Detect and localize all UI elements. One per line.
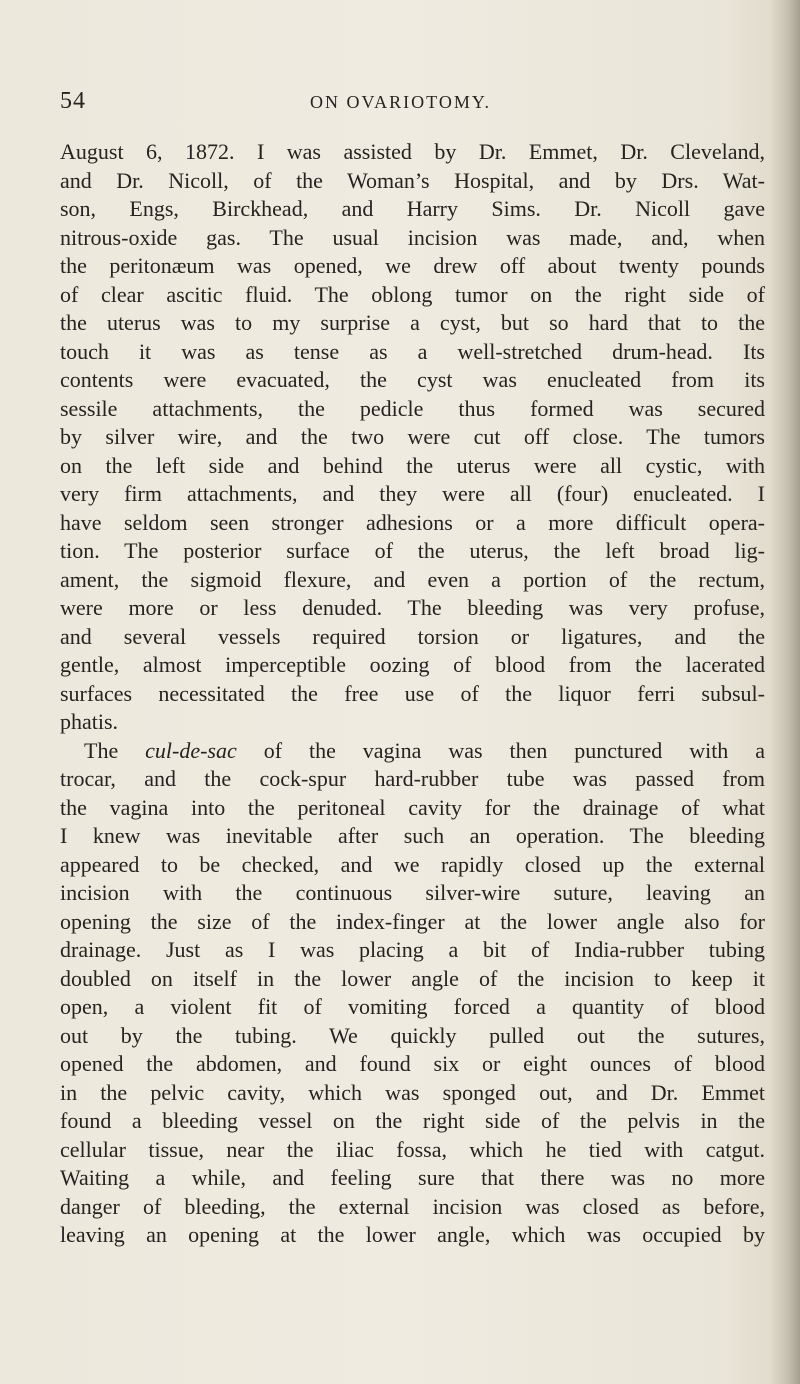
text-line: the vagina into the peritoneal cavity for the drainage of what: [60, 794, 765, 820]
text-line: incision with the continuous silver-wire suture, leaving an: [60, 880, 765, 905]
paragraph-1: [60, 138, 765, 737]
text-line: out by the tubing. We quickly pulled out the sutures,: [60, 1022, 765, 1048]
text-line: gentle, almost imperceptible oozing of blood from the lacerated: [60, 652, 765, 677]
text-line: contents were evacuated, the cyst was enucleated from its: [60, 367, 765, 392]
text-line: opening the size of the index-finger at the lower angle also for: [60, 908, 765, 934]
text-line: on the left side and behind the uterus were all cystic, with: [60, 452, 765, 478]
italic-term: cul-de-sac: [145, 737, 237, 763]
text-line: doubled on itself in the lower angle of the incision to keep it: [60, 965, 765, 991]
text-line: surfaces necessitated the free use of the liquor ferri subsul-: [60, 680, 765, 706]
text-line: opened the abdomen, and found six or eight ounces of blood: [60, 1051, 765, 1076]
page-number: 54: [60, 88, 86, 114]
text-line: August 6, 1872. I was assisted by Dr. Emmet, Dr. Cleveland,: [60, 139, 765, 164]
text-line: open, a violent fit of vomiting forced a quantity of blood: [60, 994, 765, 1019]
text-line: danger of bleeding, the external incision was closed as before,: [60, 1193, 765, 1219]
text-line: tion. The posterior surface of the uterus, the left broad lig-: [60, 538, 765, 563]
paragraph-2: [60, 737, 765, 1250]
text-line: trocar, and the cock-spur hard-rubber tube was passed from: [60, 766, 765, 791]
text-line: sessile attachments, the pedicle thus formed was secured: [60, 395, 765, 421]
text-fragment: of the vagina was then punctured with a: [236, 737, 766, 763]
text-line: were more or less denuded. The bleeding was very profuse,: [60, 595, 765, 620]
text-line: the peritonæum was opened, we drew off about twenty pounds: [60, 253, 765, 278]
text-line: in the pelvic cavity, which was sponged out, and Dr. Emmet: [60, 1079, 765, 1105]
text-line: son, Engs, Birckhead, and Harry Sims. Dr. Nicoll gave: [60, 196, 765, 221]
text-line: and several vessels required torsion or ligatures, and the: [60, 623, 765, 649]
text-line: I knew was inevitable after such an operation. The bleeding: [60, 823, 765, 848]
text-line: found a bleeding vessel on the right side of the pelvis in the: [60, 1108, 765, 1133]
text-line: ament, the sigmoid flexure, and even a portion of the rectum,: [60, 566, 765, 592]
page-header: [60, 88, 760, 118]
text-line: touch it was as tense as a well-stretched drum-head. Its: [60, 338, 765, 364]
page-edge-shadow: [770, 0, 800, 1384]
text-line: appeared to be checked, and we rapidly closed up the external: [60, 851, 765, 877]
text-line: very firm attachments, and they were all (four) enucleated. I: [60, 481, 765, 506]
text-line: of clear ascitic fluid. The oblong tumor on the right side of: [60, 281, 765, 307]
text-line: and Dr. Nicoll, of the Woman’s Hospital, and by Drs. Wat-: [60, 167, 765, 193]
text-line: drainage. Just as I was placing a bit of India-rubber tubing: [60, 937, 765, 962]
text-line: by silver wire, and the two were cut off close. The tumors: [60, 424, 765, 449]
text-line: cellular tissue, near the iliac fossa, which he tied with catgut.: [60, 1136, 765, 1162]
text-line: nitrous-oxide gas. The usual incision was made, and, when: [60, 224, 765, 250]
body-text: [60, 138, 765, 1250]
text-line: phatis.: [60, 709, 119, 734]
running-head: ON OVARIOTOMY.: [310, 92, 492, 112]
text-line: have seldom seen stronger adhesions or a more difficult opera-: [60, 509, 765, 535]
text-line: [60, 737, 765, 766]
text-line: the uterus was to my surprise a cyst, but so hard that to the: [60, 310, 765, 335]
text-line: leaving an opening at the lower angle, which was occupied by: [60, 1222, 765, 1247]
text-fragment: The: [84, 737, 146, 763]
text-line: Waiting a while, and feeling sure that there was no more: [60, 1165, 765, 1190]
